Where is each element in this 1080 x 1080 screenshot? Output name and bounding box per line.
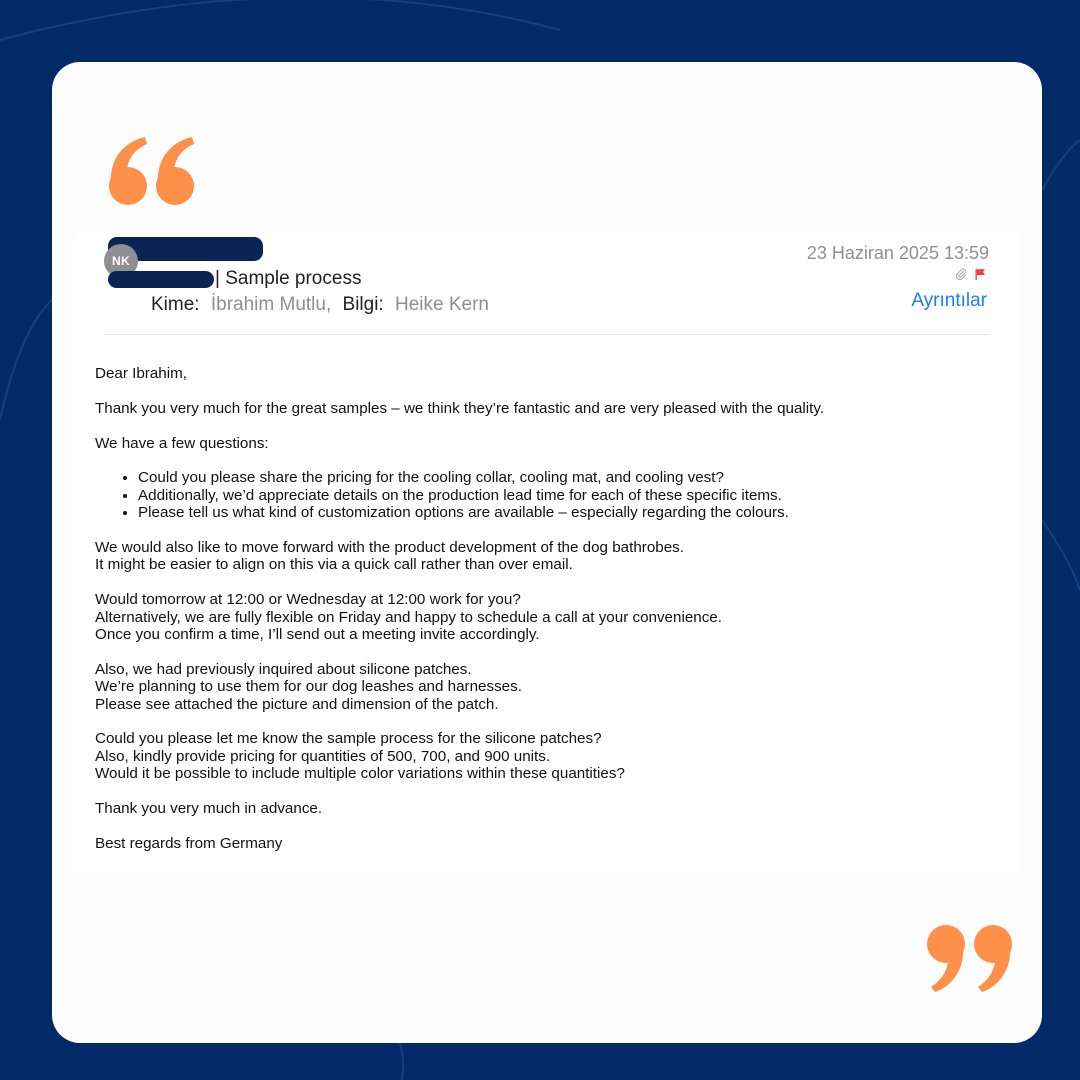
right-double-quote-icon: [925, 922, 1021, 994]
paragraph-line: Alternatively, we are fully flexible on Friday and happy to schedule a call at your convenience.: [95, 608, 722, 626]
paragraph-schedule: [95, 591, 995, 643]
paragraph-line: Please see attached the picture and dimension of the patch.: [95, 695, 499, 713]
paragraph-line: Also, we had previously inquired about silicone patches.: [95, 660, 472, 678]
cc-recipient[interactable]: Heike Kern: [394, 294, 489, 315]
email-subject: | Sample process: [215, 268, 362, 289]
sender-avatar: NK: [104, 244, 138, 278]
header-divider: [105, 334, 989, 335]
cc-label: Bilgi:: [342, 294, 384, 315]
paragraph-patches: [95, 661, 995, 713]
paragraph-development: [95, 539, 995, 574]
email-body: [95, 365, 995, 870]
paragraph-line: We’re planning to use them for our dog leashes and harnesses.: [95, 678, 522, 696]
email-greeting: Dear Ibrahim,: [95, 365, 188, 382]
question-list: [95, 469, 995, 521]
list-item: • Please tell us what kind of customization options are available – especially regarding the colours.: [138, 504, 995, 521]
email-message: [75, 234, 1019, 872]
list-item: • Additionally, we’d appreciate details on the production lead time for each of these specific items.: [138, 487, 995, 504]
paragraph-line: We would also like to move forward with the product development of the dog bathrobes.: [95, 539, 684, 556]
paragraph-line: It might be easier to align on this via a quick call rather than over email.: [95, 556, 573, 574]
paperclip-icon[interactable]: [955, 268, 967, 280]
email-thanks: Thank you very much in advance.: [95, 800, 323, 818]
email-questions-intro: We have a few questions:: [95, 434, 269, 452]
to-recipient[interactable]: İbrahim Mutlu,: [210, 294, 332, 315]
left-double-quote-icon: [107, 136, 203, 208]
list-item: • Could you please share the pricing for the cooling collar, cooling mat, and cooling vest?: [138, 469, 995, 486]
email-intro: Thank you very much for the great samples – we think they’re fantastic and are very pleased with the quality.: [95, 399, 825, 417]
email-closing: Best regards from Germany: [95, 834, 283, 852]
testimonial-card: [52, 62, 1042, 1043]
email-meta-icons: [955, 268, 986, 280]
paragraph-line: Would tomorrow at 12:00 or Wednesday at 12:00 work for you?: [95, 591, 521, 609]
paragraph-line: Also, kindly provide pricing for quantities of 500, 700, and 900 units.: [95, 747, 551, 765]
email-recipients: [151, 294, 489, 316]
paragraph-line: Could you please let me know the sample process for the silicone patches?: [95, 730, 602, 748]
redacted-subject-prefix: [108, 271, 214, 288]
paragraph-line: Would it be possible to include multiple color variations within these quantities?: [95, 765, 625, 783]
details-link[interactable]: Ayrıntılar: [911, 290, 987, 311]
paragraph-line: Once you confirm a time, I’ll send out a meeting invite accordingly.: [95, 626, 540, 644]
paragraph-pricing: [95, 730, 995, 782]
flag-icon[interactable]: [974, 268, 986, 280]
email-date: 23 Haziran 2025 13:59: [806, 243, 989, 263]
to-label: Kime:: [151, 294, 200, 315]
